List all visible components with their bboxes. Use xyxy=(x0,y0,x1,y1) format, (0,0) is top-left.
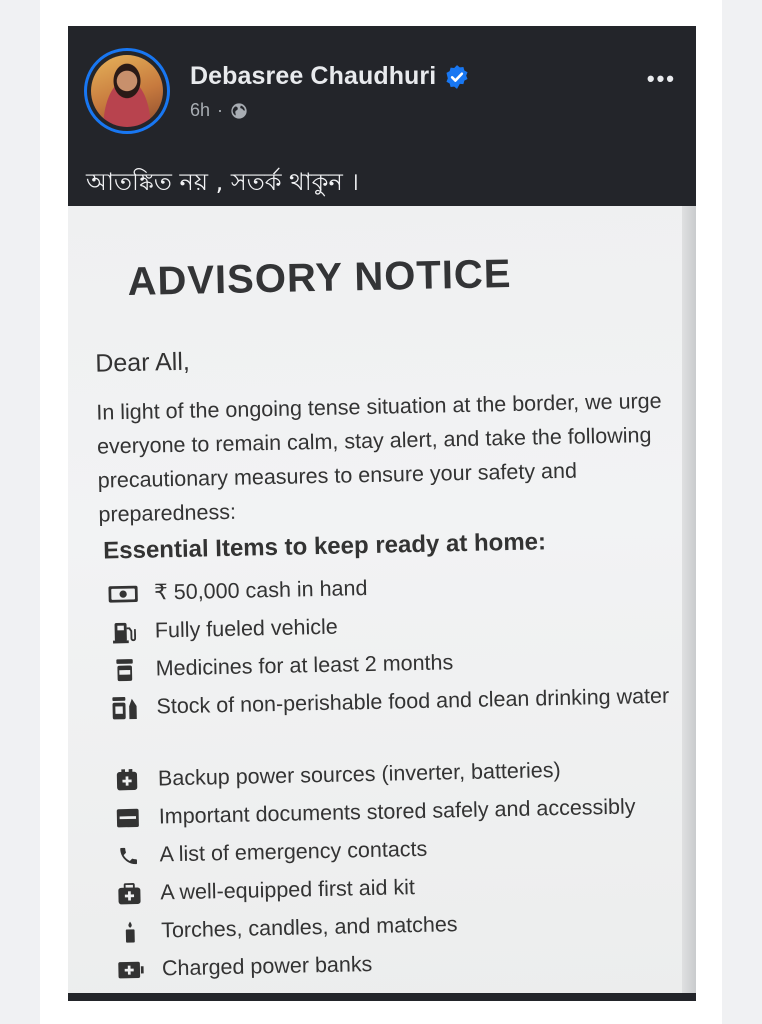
author-name[interactable]: Debasree Chaudhuri xyxy=(190,62,437,90)
post-header xyxy=(68,26,696,206)
power-bank-icon xyxy=(114,957,149,984)
item-text: A list of emergency contacts xyxy=(159,836,428,867)
candle-icon xyxy=(113,919,148,946)
avatar-photo xyxy=(91,55,163,127)
post-time[interactable]: 6h xyxy=(190,100,211,120)
author-row xyxy=(190,62,470,91)
meta-separator: · xyxy=(217,100,224,120)
cash-icon xyxy=(106,581,141,608)
notice-greeting: Dear All, xyxy=(95,347,191,378)
fuel-pump-icon xyxy=(107,619,142,646)
first-aid-kit-icon xyxy=(112,881,147,908)
battery-plus-icon xyxy=(110,767,145,794)
phone-icon xyxy=(111,843,146,870)
food-water-icon xyxy=(108,695,143,722)
post-meta xyxy=(190,100,248,121)
essential-items-list xyxy=(106,565,696,991)
more-options-button[interactable]: ••• xyxy=(646,66,676,91)
notice-subheading: Essential Items to keep ready at home: xyxy=(102,528,547,565)
item-text: Stock of non-perishable food and clean drinking water xyxy=(156,683,670,719)
list-item xyxy=(108,679,696,764)
medicine-bottle-icon xyxy=(107,657,142,684)
globe-icon xyxy=(230,102,248,120)
item-text: Fully fueled vehicle xyxy=(154,614,338,643)
item-text: ₹ 50,000 cash in hand xyxy=(153,576,368,605)
post-photo[interactable] xyxy=(68,206,696,1001)
post-bottom-edge xyxy=(68,993,696,1001)
item-text: Torches, candles, and matches xyxy=(160,912,458,943)
item-text: A well-equipped first aid kit xyxy=(160,875,416,905)
item-text: Charged power banks xyxy=(161,952,373,981)
document-box-icon xyxy=(111,805,146,832)
item-text: Backup power sources (inverter, batteries) xyxy=(157,758,561,791)
post-caption: আতঙ্কিত নয় , সতর্ক থাকুন । xyxy=(86,168,359,196)
item-text: Important documents stored safely and accessibly xyxy=(158,794,636,829)
advisory-notice xyxy=(78,206,695,1001)
notice-title: ADVISORY NOTICE xyxy=(127,251,512,304)
verified-badge-icon xyxy=(444,64,470,90)
item-text: Medicines for at least 2 months xyxy=(155,650,454,681)
facebook-post xyxy=(68,26,696,1001)
notice-intro: In light of the ongoing tense situation at the border, we urge everyone to remain calm, stay alert, and take the following precautionary measures to ensure your safety and preparedness: xyxy=(96,388,662,527)
avatar[interactable] xyxy=(84,48,170,134)
